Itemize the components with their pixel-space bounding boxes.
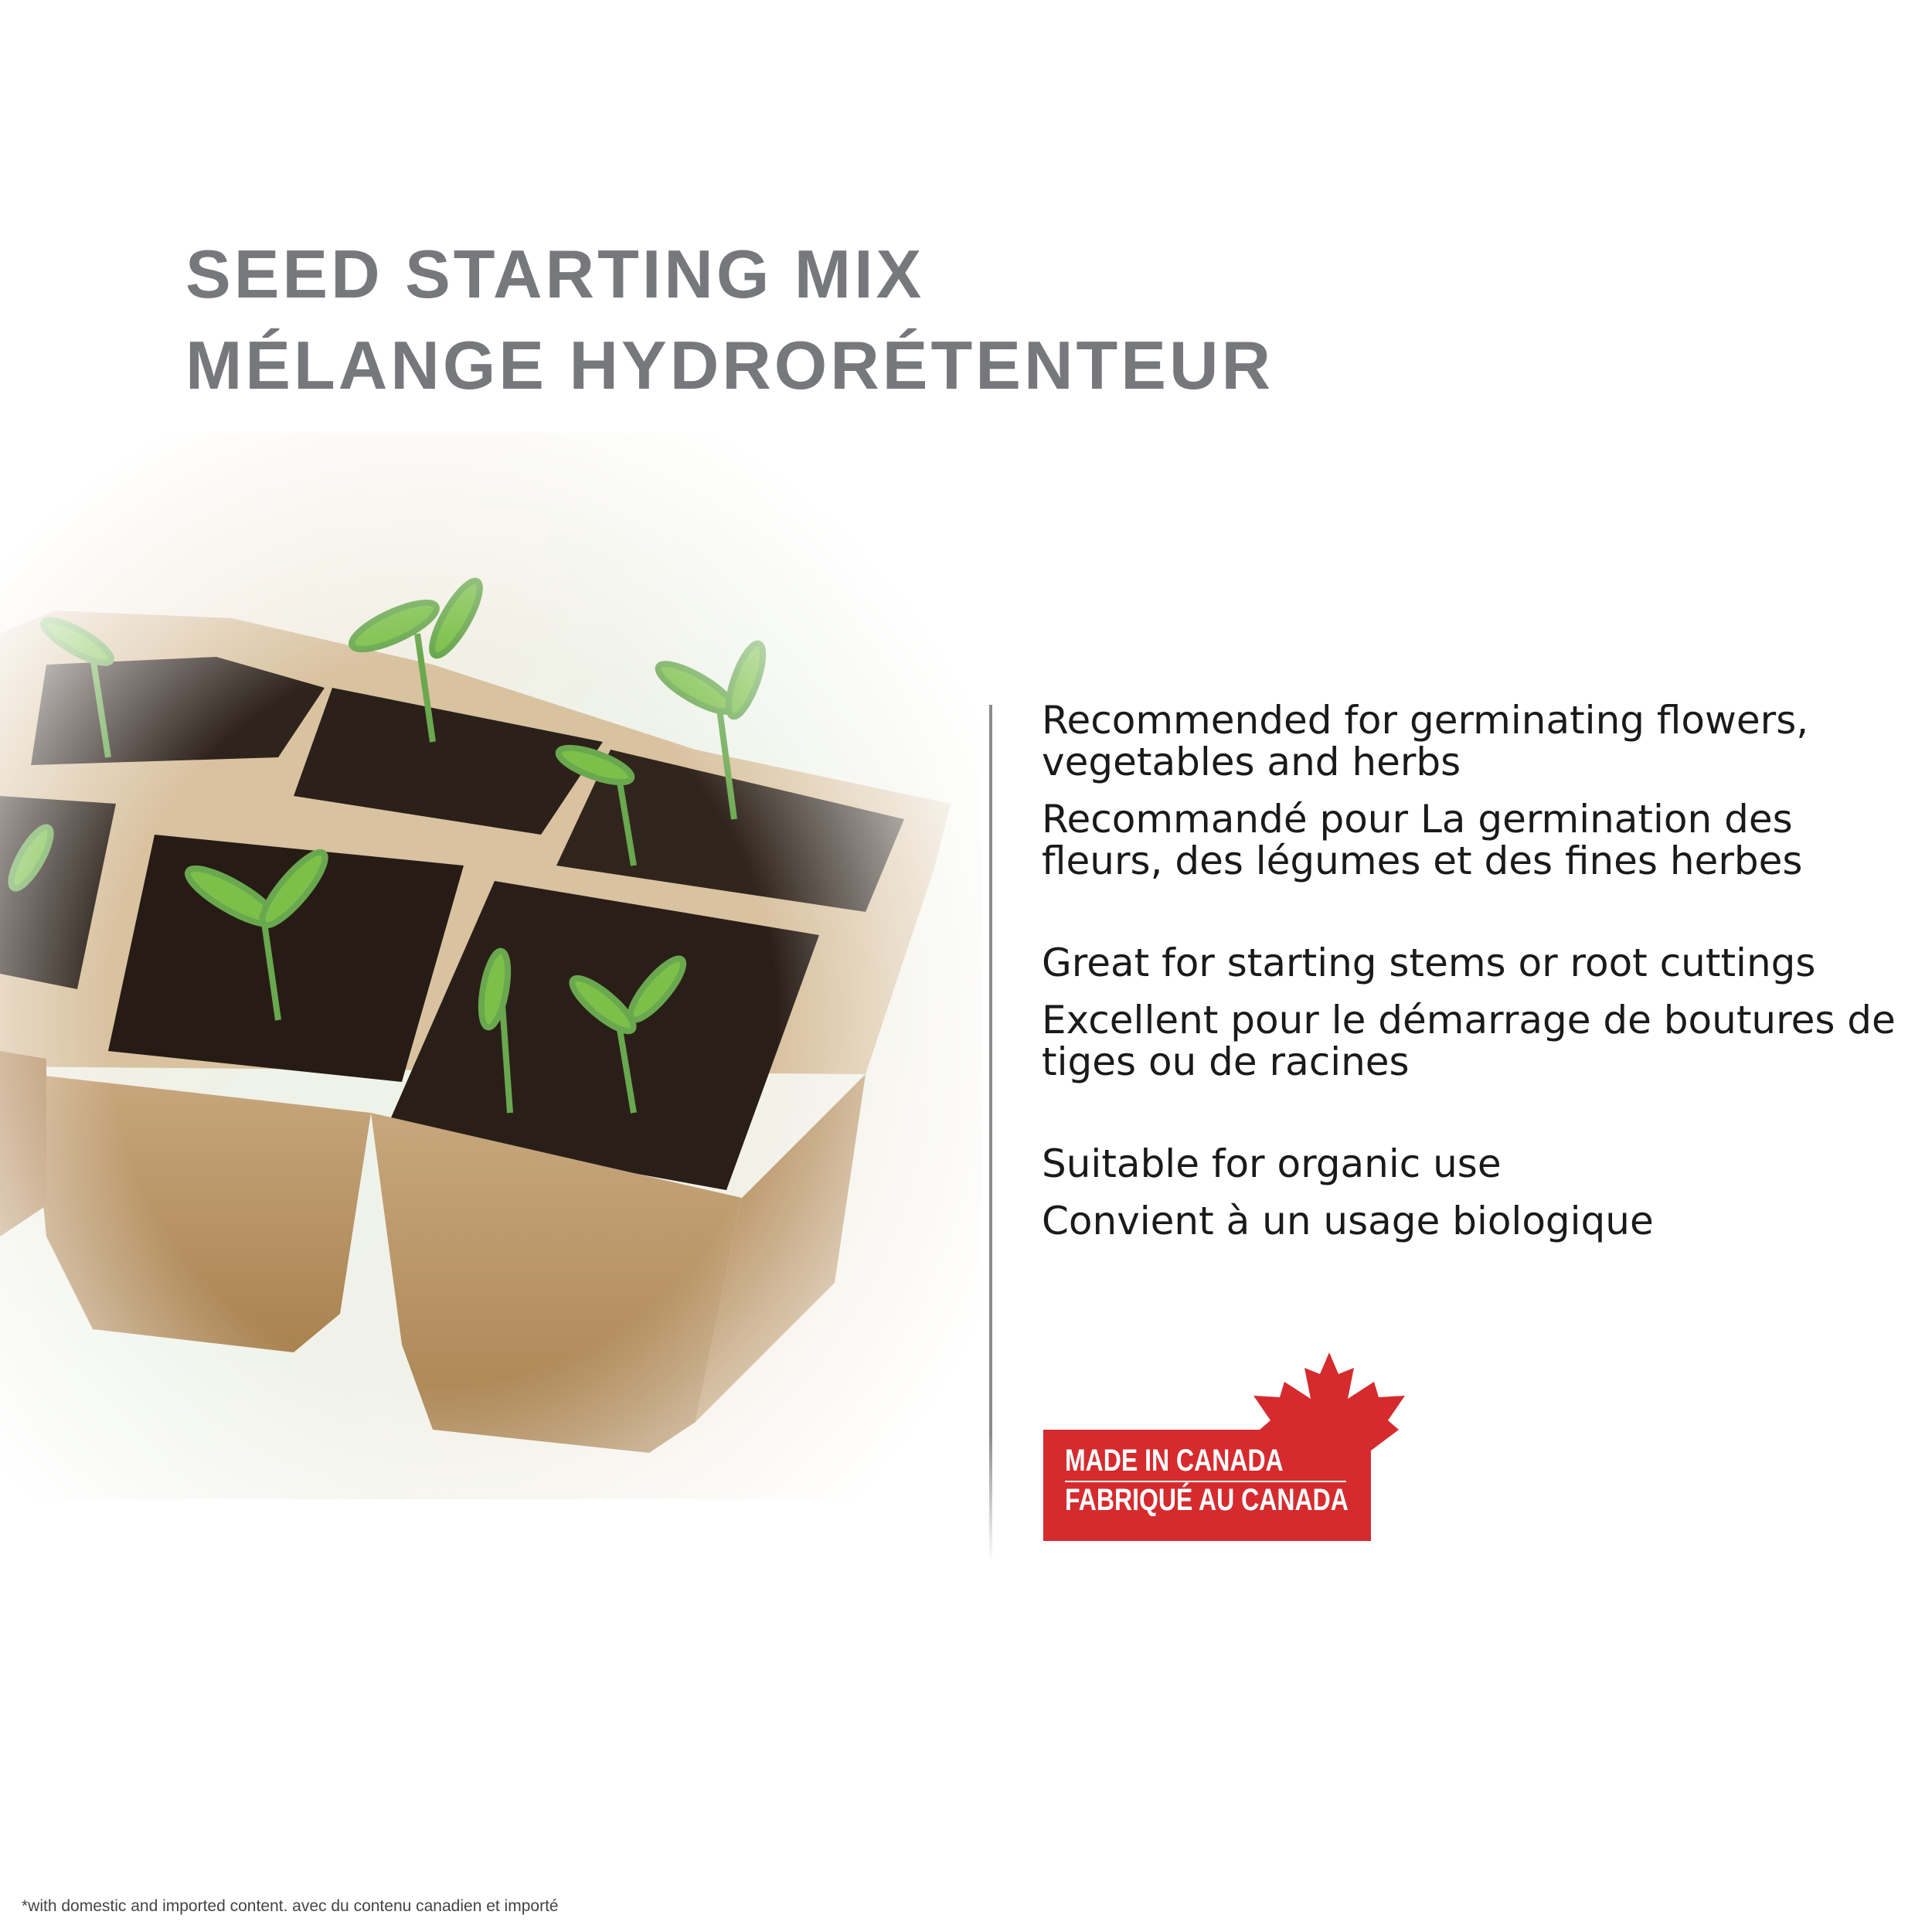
feature-item bbox=[1042, 699, 1907, 882]
feature-item bbox=[1042, 1143, 1907, 1242]
feature-text-french: Excellent pour le démarrage de boutures de tiges ou de racines bbox=[1042, 998, 1896, 1084]
feature-item bbox=[1042, 942, 1907, 1083]
vertical-divider bbox=[989, 705, 992, 1563]
seedling-tray-photo bbox=[0, 433, 981, 1499]
feature-text-english: Recommended for germinating flowers, vegetables and herbs bbox=[1042, 698, 1809, 784]
feature-text-french: Convient à un usage biologique bbox=[1042, 1199, 1654, 1243]
badge-text-english: MADE IN CANADA bbox=[1065, 1444, 1284, 1478]
title-english: SEED STARTING MIX bbox=[185, 236, 925, 312]
made-in-canada-badge bbox=[1043, 1352, 1406, 1542]
footnote: *with domestic and imported content. avec du contenu canadien et importé bbox=[22, 1897, 559, 1915]
feature-list bbox=[1042, 699, 1907, 1302]
badge-divider bbox=[1065, 1481, 1346, 1482]
badge-text-french: FABRIQUÉ AU CANADA bbox=[1065, 1483, 1349, 1517]
feature-text-english: Great for starting stems or root cuttings bbox=[1042, 940, 1816, 985]
feature-text-english: Suitable for organic use bbox=[1042, 1141, 1502, 1186]
feature-text-french: Recommandé pour La germination des fleurs, des légumes et des fines herbes bbox=[1042, 797, 1803, 883]
title-french: MÉLANGE HYDRORÉTENTEUR bbox=[185, 327, 1274, 403]
